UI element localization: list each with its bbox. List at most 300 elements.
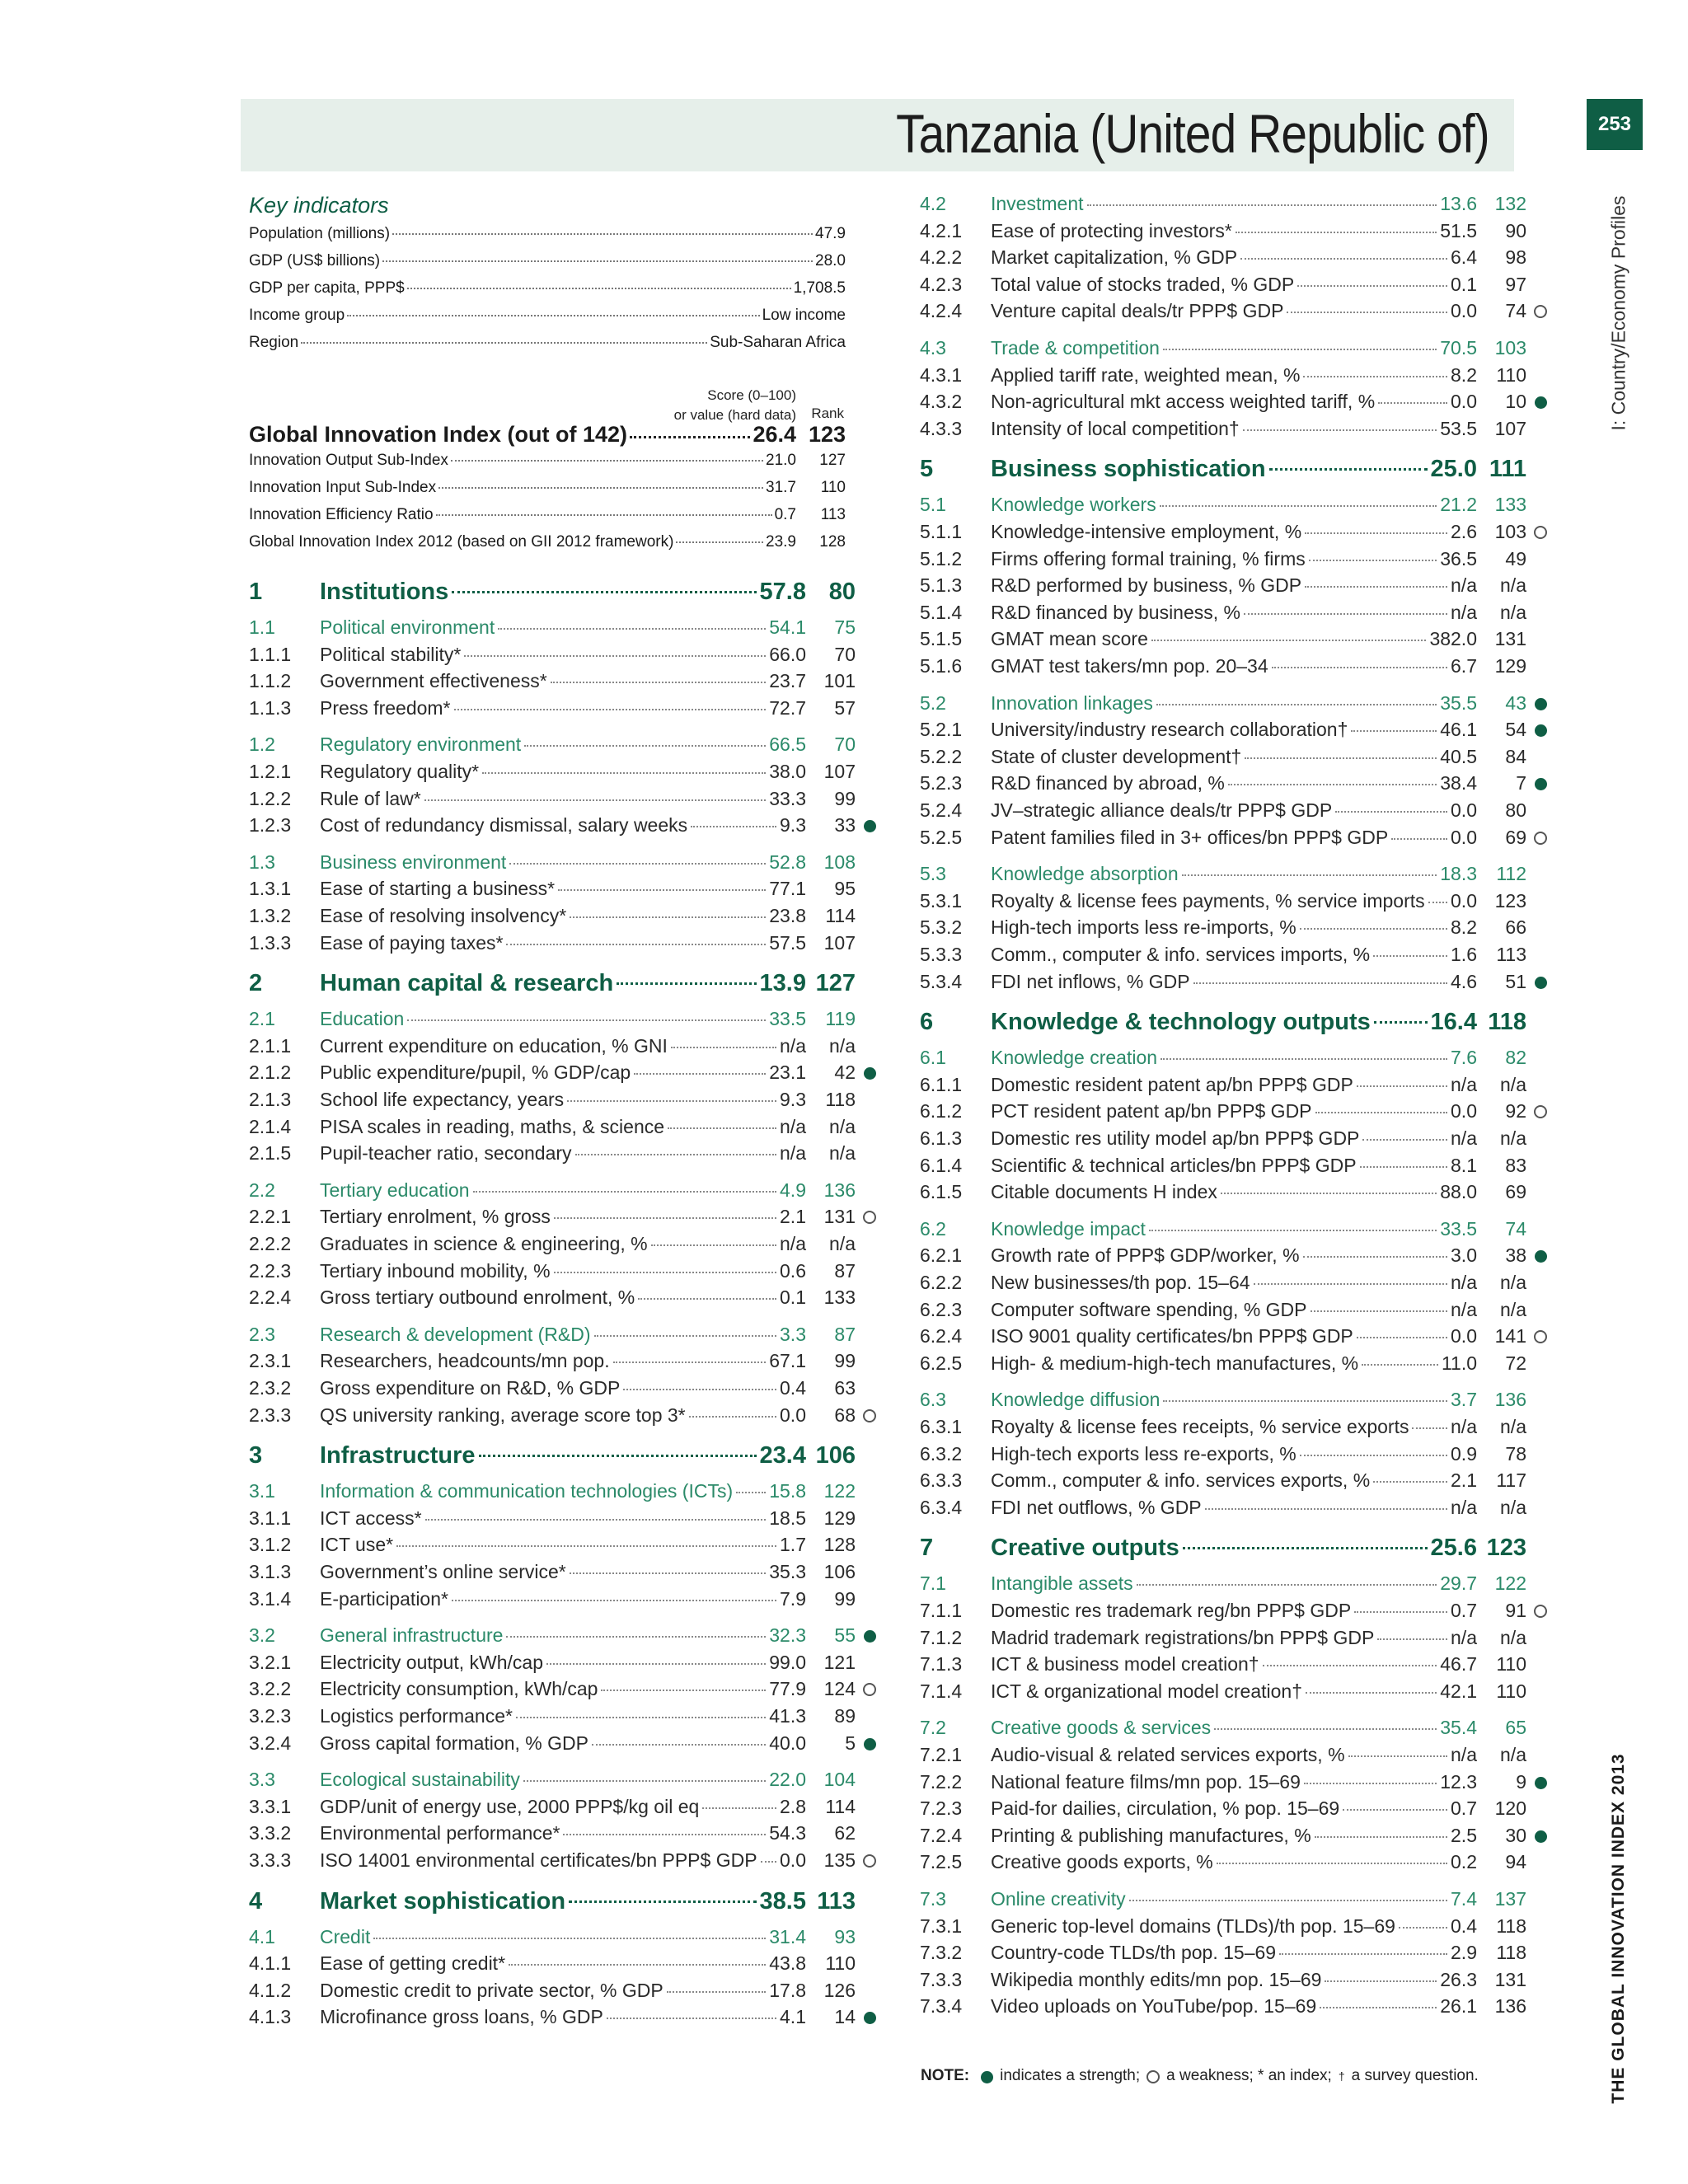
- indicator-score: 0.6: [780, 1259, 806, 1282]
- indicator-rank: 66: [1505, 916, 1526, 939]
- indicator-label: Rule of law*: [320, 787, 421, 809]
- indicator-row: [920, 1653, 1554, 1680]
- indicator-rank: 136: [1494, 1389, 1526, 1411]
- indicator-rank: 92: [1505, 1100, 1526, 1122]
- indicator-score: 77.9: [769, 1678, 806, 1700]
- indicator-row: [249, 932, 884, 958]
- indicator-rank: 78: [1505, 1442, 1526, 1465]
- indicator-row: [920, 1995, 1554, 2022]
- indicator-rank: 49: [1505, 547, 1526, 569]
- indicator-rank: 43: [1505, 691, 1526, 714]
- indicator-score: 66.0: [769, 643, 806, 665]
- indicator-number: 5.1.6: [920, 655, 963, 677]
- indicator-number: 5.1: [920, 494, 946, 516]
- indicator-rank: 99: [834, 1587, 856, 1610]
- indicator-number: 2.1.2: [249, 1062, 292, 1084]
- indicator-rank: n/a: [829, 1142, 856, 1165]
- indicator-score: 382.0: [1429, 628, 1477, 650]
- indicator-row: [249, 697, 884, 724]
- strength-dot-icon: [1535, 724, 1547, 737]
- indicator-rank: 110: [1496, 1680, 1526, 1702]
- indicator-number: 4.1.1: [249, 1952, 292, 1975]
- key-indicator-label: Region: [249, 334, 299, 351]
- indicator-rank: 141: [1494, 1325, 1526, 1347]
- indicator-number: 3.3.3: [249, 1849, 292, 1871]
- indicator-rank: 131: [1494, 1968, 1526, 1990]
- indicator-row: [249, 1822, 884, 1849]
- indicator-label: FDI net inflows, % GDP: [991, 970, 1190, 992]
- indicator-row: [249, 1980, 884, 2006]
- indicator-rank: n/a: [1500, 1496, 1526, 1518]
- indicator-score: 0.4: [780, 1377, 806, 1399]
- indicator-row: [249, 1206, 884, 1232]
- indicator-number: 6.1.4: [920, 1154, 963, 1176]
- indicator-score: 77.1: [769, 878, 806, 900]
- indicator-label: Researchers, headcounts/mn pop.: [320, 1350, 610, 1372]
- indicator-rank: 38: [1505, 1244, 1526, 1267]
- gii-sub-rank: 110: [820, 479, 846, 496]
- indicator-label: Comm., computer & info. services imports, %: [991, 944, 1371, 965]
- strength-dot-icon: [864, 1630, 876, 1643]
- indicator-rank: n/a: [1500, 1626, 1526, 1648]
- indicator-number: 7.2.2: [920, 1770, 963, 1793]
- indicator-number: 6.3.1: [920, 1416, 963, 1437]
- indicator-label: Regulatory environment: [320, 733, 522, 756]
- indicator-rank: n/a: [829, 1034, 856, 1057]
- indicator-rank: n/a: [1500, 1416, 1526, 1437]
- side-label-top: [1602, 195, 1635, 431]
- gii-main-score: 26.4: [753, 422, 796, 447]
- indicator-rank: 119: [825, 1008, 856, 1030]
- weakness-circle-icon: [863, 1854, 876, 1868]
- indicator-label: High-tech exports less re-exports, %: [991, 1442, 1296, 1465]
- indicator-label: Ease of resolving insolvency*: [320, 905, 567, 926]
- indicator-score: 0.1: [1451, 273, 1477, 295]
- indicator-row: [920, 890, 1554, 916]
- indicator-number: 7.3.1: [920, 1915, 963, 1937]
- strength-dot-icon: [864, 1067, 876, 1080]
- page-number: 253: [1587, 99, 1643, 150]
- indicator-score: 0.0: [780, 1404, 806, 1426]
- indicator-label: Market capitalization, % GDP: [991, 246, 1238, 269]
- indicator-label: Comm., computer & info. services exports, %: [991, 1469, 1371, 1492]
- indicator-number: 1.1: [249, 616, 275, 638]
- indicator-label: Video uploads on YouTube/pop. 15–69: [991, 1995, 1317, 2018]
- indicator-rank: 112: [1496, 863, 1526, 885]
- subpillar-row: [249, 1179, 884, 1206]
- strength-dot-icon: [1535, 698, 1547, 710]
- indicator-score: 9.3: [780, 1089, 806, 1110]
- indicator-rank: 91: [1505, 1600, 1526, 1621]
- indicator-label: ICT & organizational model creation†: [991, 1680, 1303, 1702]
- indicator-row: [920, 916, 1554, 943]
- indicator-rank: n/a: [1500, 1127, 1526, 1149]
- indicator-rank: 54: [1505, 719, 1526, 741]
- indicator-number: 3: [249, 1442, 263, 1469]
- key-indicator-row: [249, 225, 846, 252]
- indicator-score: 23.7: [769, 670, 806, 692]
- indicator-row: [920, 1100, 1554, 1127]
- indicator-row: [920, 1272, 1554, 1298]
- side-label-bottom-text: THE GLOBAL INNOVATION INDEX 2013: [1609, 1753, 1628, 2104]
- indicator-label: Government effectiveness*: [320, 670, 547, 692]
- indicator-label: R&D financed by abroad, %: [991, 772, 1225, 794]
- key-indicator-value: 28.0: [815, 252, 846, 269]
- indicator-score: 2.5: [1451, 1824, 1477, 1846]
- indicator-label: High-tech imports less re-imports, %: [991, 916, 1296, 939]
- pillar-row: [249, 1442, 884, 1469]
- indicator-rank: 74: [1505, 1217, 1526, 1240]
- gii-sub-score: 23.9: [766, 533, 796, 551]
- indicator-row: [920, 1074, 1554, 1100]
- gii-sub-score: 0.7: [774, 506, 796, 523]
- indicator-score: 40.0: [769, 1732, 806, 1754]
- indicator-rank: 122: [823, 1480, 856, 1502]
- weakness-circle-icon: [863, 1683, 876, 1696]
- indicator-label: Venture capital deals/tr PPP$ GDP: [991, 300, 1284, 322]
- indicator-rank: n/a: [1500, 574, 1526, 597]
- indicator-number: 5.3.4: [920, 970, 963, 992]
- indicator-score: 16.4: [1430, 1009, 1477, 1036]
- indicator-label: Electricity output, kWh/cap: [320, 1651, 543, 1673]
- indicator-rank: 94: [1505, 1851, 1526, 1873]
- indicator-number: 3.1: [249, 1480, 275, 1502]
- gii-main-rank: 123: [808, 422, 846, 447]
- indicator-number: 4.2: [920, 193, 946, 214]
- indicator-row: [920, 1851, 1554, 1877]
- key-indicator-label: GDP (US$ billions): [249, 252, 381, 269]
- indicator-score: 0.1: [780, 1286, 806, 1309]
- indicator-score: 2.1: [780, 1206, 806, 1228]
- indicator-label: R&D financed by business, %: [991, 601, 1240, 623]
- indicator-score: 3.0: [1451, 1244, 1477, 1267]
- indicator-rank: 69: [1505, 1181, 1526, 1203]
- indicator-row: [249, 1035, 884, 1062]
- indicator-row: [920, 574, 1554, 601]
- indicator-rank: 120: [1494, 1797, 1526, 1820]
- indicator-score: 53.5: [1440, 417, 1477, 439]
- pillar-row: [249, 970, 884, 996]
- weakness-circle-icon: [1146, 2070, 1160, 2083]
- indicator-rank: 30: [1505, 1824, 1526, 1846]
- key-indicator-value: Low income: [762, 307, 846, 324]
- indicator-score: 11.0: [1441, 1352, 1477, 1374]
- indicator-number: 3.2: [249, 1624, 275, 1647]
- indicator-label: Credit: [320, 1925, 371, 1947]
- indicator-number: 4.2.4: [920, 300, 963, 322]
- indicator-label: Logistics performance*: [320, 1705, 513, 1727]
- indicator-label: Market sophistication: [320, 1887, 566, 1915]
- indicator-label: School life expectancy, years: [320, 1089, 565, 1110]
- indicator-label: Microfinance gross loans, % GDP: [320, 2006, 603, 2028]
- indicator-number: 7.2: [920, 1717, 946, 1739]
- indicator-label: High- & medium-high-tech manufactures, %: [991, 1352, 1359, 1374]
- indicator-row: [920, 1416, 1554, 1442]
- indicator-label: GMAT mean score: [991, 628, 1148, 650]
- indicator-label: Creative outputs: [991, 1535, 1179, 1562]
- indicator-number: 2.2.1: [249, 1206, 292, 1228]
- indicator-number: 3.1.2: [249, 1534, 292, 1556]
- indicator-number: 6: [920, 1009, 934, 1036]
- indicator-number: 6.2: [920, 1217, 946, 1240]
- indicator-row: [249, 1260, 884, 1286]
- indicator-number: 6.2.1: [920, 1244, 963, 1267]
- gii-sub-row: [249, 533, 846, 551]
- indicator-number: 7: [920, 1535, 934, 1562]
- indicator-number: 6.1.5: [920, 1181, 963, 1203]
- indicator-rank: 107: [823, 761, 856, 782]
- indicator-rank: 111: [1489, 456, 1526, 483]
- dagger-symbol: †: [1338, 2069, 1345, 2083]
- indicator-rank: 128: [823, 1534, 856, 1556]
- indicator-rank: 104: [823, 1769, 856, 1791]
- gii-sub-row: [249, 452, 846, 470]
- indicator-row: [249, 1142, 884, 1169]
- indicator-score: 0.0: [1451, 826, 1477, 848]
- indicator-number: 5.2.3: [920, 772, 963, 794]
- key-indicator-row: [249, 307, 846, 334]
- strength-dot-icon: [981, 2071, 993, 2083]
- strength-dot-icon: [1535, 1777, 1547, 1789]
- indicator-rank: 90: [1505, 219, 1526, 241]
- indicator-row: [249, 761, 884, 787]
- indicator-label: R&D performed by business, % GDP: [991, 574, 1302, 597]
- indicator-score: 18.3: [1440, 863, 1477, 885]
- indicator-score: 35.3: [769, 1561, 806, 1582]
- indicator-label: ICT & business model creation†: [991, 1653, 1259, 1675]
- indicator-rank: 126: [823, 1979, 856, 2001]
- indicator-score: 0.4: [1451, 1915, 1477, 1937]
- note-weakness-text: a weakness; * an index;: [1166, 2067, 1332, 2084]
- indicator-number: 6.1.1: [920, 1073, 963, 1095]
- indicator-rank: 122: [1494, 1572, 1526, 1595]
- indicator-row: [249, 1849, 884, 1876]
- indicator-label: Knowledge & technology outputs: [991, 1009, 1371, 1036]
- indicator-label: Citable documents H index: [991, 1181, 1217, 1203]
- indicator-rank: 98: [1505, 246, 1526, 269]
- indicator-number: 7.2.4: [920, 1824, 963, 1846]
- indicator-label: Gross tertiary outbound enrolment, %: [320, 1286, 635, 1309]
- indicator-number: 5.2.1: [920, 719, 963, 741]
- footnote: [921, 2067, 1479, 2085]
- indicator-row: [920, 1127, 1554, 1154]
- indicator-score: 6.7: [1451, 655, 1477, 677]
- indicator-label: QS university ranking, average score top 3*: [320, 1404, 686, 1426]
- indicator-number: 2.3: [249, 1323, 275, 1345]
- indicator-score: n/a: [1451, 1073, 1477, 1095]
- indicator-score: 54.1: [769, 616, 806, 638]
- indicator-rank: 132: [1494, 193, 1526, 214]
- indicator-label: Generic top-level domains (TLDs)/th pop. 15–69: [991, 1915, 1395, 1937]
- indicator-label: Public expenditure/pupil, % GDP/cap: [320, 1062, 631, 1084]
- indicator-row: [249, 1377, 884, 1404]
- indicator-rank: 83: [1505, 1154, 1526, 1176]
- indicator-rank: 33: [834, 814, 856, 837]
- indicator-row: [920, 1352, 1554, 1379]
- indicator-rank: 110: [1496, 1653, 1526, 1675]
- indicator-score: 46.7: [1440, 1653, 1477, 1675]
- indicator-label: Firms offering formal training, % firms: [991, 547, 1306, 569]
- indicator-score: 0.9: [1451, 1442, 1477, 1465]
- indicator-score: n/a: [1451, 1626, 1477, 1648]
- indicator-number: 5.1.2: [920, 547, 963, 569]
- indicator-row: [920, 220, 1554, 246]
- indicator-score: 88.0: [1440, 1181, 1477, 1203]
- indicator-score: 31.4: [769, 1925, 806, 1947]
- indicator-label: Knowledge diffusion: [991, 1389, 1160, 1411]
- pillar-row: [920, 1535, 1554, 1561]
- indicator-rank: 137: [1494, 1888, 1526, 1910]
- indicator-label: Country-code TLDs/th pop. 15–69: [991, 1942, 1277, 1964]
- indicator-number: 4.3.2: [920, 391, 963, 413]
- indicator-score: 0.0: [1451, 799, 1477, 821]
- indicator-row: [249, 1952, 884, 1979]
- indicator-number: 6.2.4: [920, 1325, 963, 1347]
- gii-sub-label: Global Innovation Index 2012 (based on GII 2012 framework): [249, 533, 674, 551]
- indicator-row: [920, 274, 1554, 300]
- indicator-label: Research & development (R&D): [320, 1323, 591, 1345]
- rank-header: Rank: [811, 405, 844, 421]
- indicator-row: [920, 521, 1554, 547]
- indicator-number: 2: [249, 970, 263, 997]
- indicator-rank: n/a: [829, 1115, 856, 1137]
- indicator-label: General infrastructure: [320, 1624, 504, 1647]
- indicator-score: 42.1: [1440, 1680, 1477, 1702]
- indicator-number: 3.1.1: [249, 1507, 292, 1529]
- indicator-number: 2.2.2: [249, 1233, 292, 1254]
- indicator-row: [920, 1244, 1554, 1271]
- indicator-label: Business environment: [320, 851, 507, 873]
- indicator-number: 5.3.2: [920, 916, 963, 939]
- key-indicator-label: Income group: [249, 307, 345, 324]
- indicator-score: 0.0: [780, 1849, 806, 1871]
- strength-dot-icon: [1535, 778, 1547, 790]
- indicator-rank: 118: [1496, 1915, 1526, 1937]
- note-strength-text: indicates a strength;: [1000, 2067, 1141, 2084]
- indicator-row: [920, 391, 1554, 417]
- indicator-rank: 70: [834, 643, 856, 665]
- indicator-row: [249, 1233, 884, 1259]
- indicator-number: 1.1.1: [249, 643, 292, 665]
- indicator-number: 4.3.1: [920, 363, 963, 386]
- indicator-number: 2.1.5: [249, 1142, 292, 1165]
- subpillar-row: [920, 1888, 1554, 1915]
- weakness-circle-icon: [863, 1211, 876, 1224]
- indicator-number: 5.1.5: [920, 628, 963, 650]
- indicator-score: 0.0: [1451, 391, 1477, 413]
- indicator-rank: 129: [823, 1507, 856, 1529]
- weakness-circle-icon: [1534, 832, 1547, 845]
- indicator-row: [920, 1744, 1554, 1770]
- indicator-label: Growth rate of PPP$ GDP/worker, %: [991, 1244, 1300, 1267]
- indicator-label: Tertiary enrolment, % gross: [320, 1206, 551, 1228]
- indicator-number: 7.3.4: [920, 1995, 963, 2018]
- weakness-circle-icon: [1534, 1105, 1547, 1118]
- indicator-number: 3.2.1: [249, 1651, 292, 1673]
- indicator-number: 3.3.2: [249, 1822, 292, 1844]
- gii-sub-rank: 113: [820, 506, 846, 523]
- indicator-score: 26.3: [1440, 1968, 1477, 1990]
- score-header-2: or value (hard data): [673, 407, 796, 423]
- indicator-rank: 42: [834, 1062, 856, 1084]
- key-indicators: [249, 193, 846, 361]
- indicator-score: n/a: [1451, 601, 1477, 623]
- indicator-label: Current expenditure on education, % GNI: [320, 1034, 668, 1057]
- indicator-number: 2.1.1: [249, 1034, 292, 1057]
- indicator-rank: n/a: [1500, 1272, 1526, 1293]
- indicator-number: 7.2.5: [920, 1851, 963, 1873]
- indicator-number: 4: [249, 1887, 263, 1915]
- indicator-rank: 14: [834, 2006, 856, 2028]
- gii-sub-rank: 128: [819, 533, 846, 551]
- indicator-label: Wikipedia monthly edits/mn pop. 15–69: [991, 1968, 1322, 1990]
- strength-dot-icon: [1535, 977, 1547, 989]
- indicator-rank: 57: [834, 696, 856, 719]
- indicator-row: [920, 628, 1554, 654]
- indicator-label: University/industry research collaboration†: [991, 719, 1348, 741]
- score-header-1: Score (0–100): [707, 387, 796, 403]
- gii-sub-row: [249, 506, 846, 524]
- indicator-number: 3.2.2: [249, 1678, 292, 1700]
- subpillar-row: [249, 1008, 884, 1034]
- indicator-row: [920, 1155, 1554, 1181]
- indicator-rank: 93: [834, 1925, 856, 1947]
- indicator-number: 4.3.3: [920, 417, 963, 439]
- indicator-rank: 68: [834, 1404, 856, 1426]
- indicator-score: n/a: [780, 1142, 806, 1165]
- indicator-score: n/a: [1451, 1272, 1477, 1293]
- indicator-number: 1.2: [249, 733, 275, 756]
- indicator-score: 40.5: [1440, 745, 1477, 767]
- indicator-rank: n/a: [1500, 1073, 1526, 1095]
- subpillar-row: [920, 193, 1554, 219]
- indicator-number: 2.1: [249, 1008, 275, 1030]
- indicator-number: 4.3: [920, 337, 946, 359]
- indicator-rank: 107: [1494, 417, 1526, 439]
- indicator-rank: 123: [1494, 889, 1526, 912]
- indicator-score: 7.6: [1451, 1047, 1477, 1069]
- indicator-row: [249, 1089, 884, 1115]
- indicator-rank: 5: [845, 1732, 856, 1754]
- indicator-score: 21.2: [1440, 494, 1477, 516]
- indicator-number: 5.3: [920, 863, 946, 885]
- indicator-number: 2.3.2: [249, 1377, 292, 1399]
- indicator-score: 22.0: [769, 1769, 806, 1791]
- indicator-score: 6.4: [1451, 246, 1477, 269]
- indicator-rank: 9: [1516, 1770, 1526, 1793]
- title-band: [241, 99, 1514, 171]
- indicator-rank: 103: [1494, 337, 1526, 359]
- indicator-score: 0.2: [1451, 1851, 1477, 1873]
- indicator-rank: 108: [823, 851, 856, 873]
- strength-dot-icon: [864, 1738, 876, 1750]
- indicator-score: n/a: [1451, 1496, 1477, 1518]
- indicator-score: 8.1: [1451, 1154, 1477, 1176]
- weakness-circle-icon: [1534, 305, 1547, 318]
- indicator-label: Domestic credit to private sector, % GDP: [320, 1979, 663, 2001]
- indicator-label: Intangible assets: [991, 1572, 1133, 1595]
- indicator-rank: 62: [834, 1822, 856, 1844]
- indicator-rank: 72: [1505, 1352, 1526, 1374]
- indicator-row: [249, 2006, 884, 2032]
- key-indicator-label: GDP per capita, PPP$: [249, 279, 405, 297]
- subpillar-row: [920, 1389, 1554, 1415]
- indicator-rank: 80: [828, 579, 856, 605]
- indicator-row: [920, 1627, 1554, 1653]
- indicator-label: Investment: [991, 193, 1084, 214]
- note-survey-text: a survey question.: [1351, 2067, 1479, 2084]
- indicator-score: 7.4: [1451, 1888, 1477, 1910]
